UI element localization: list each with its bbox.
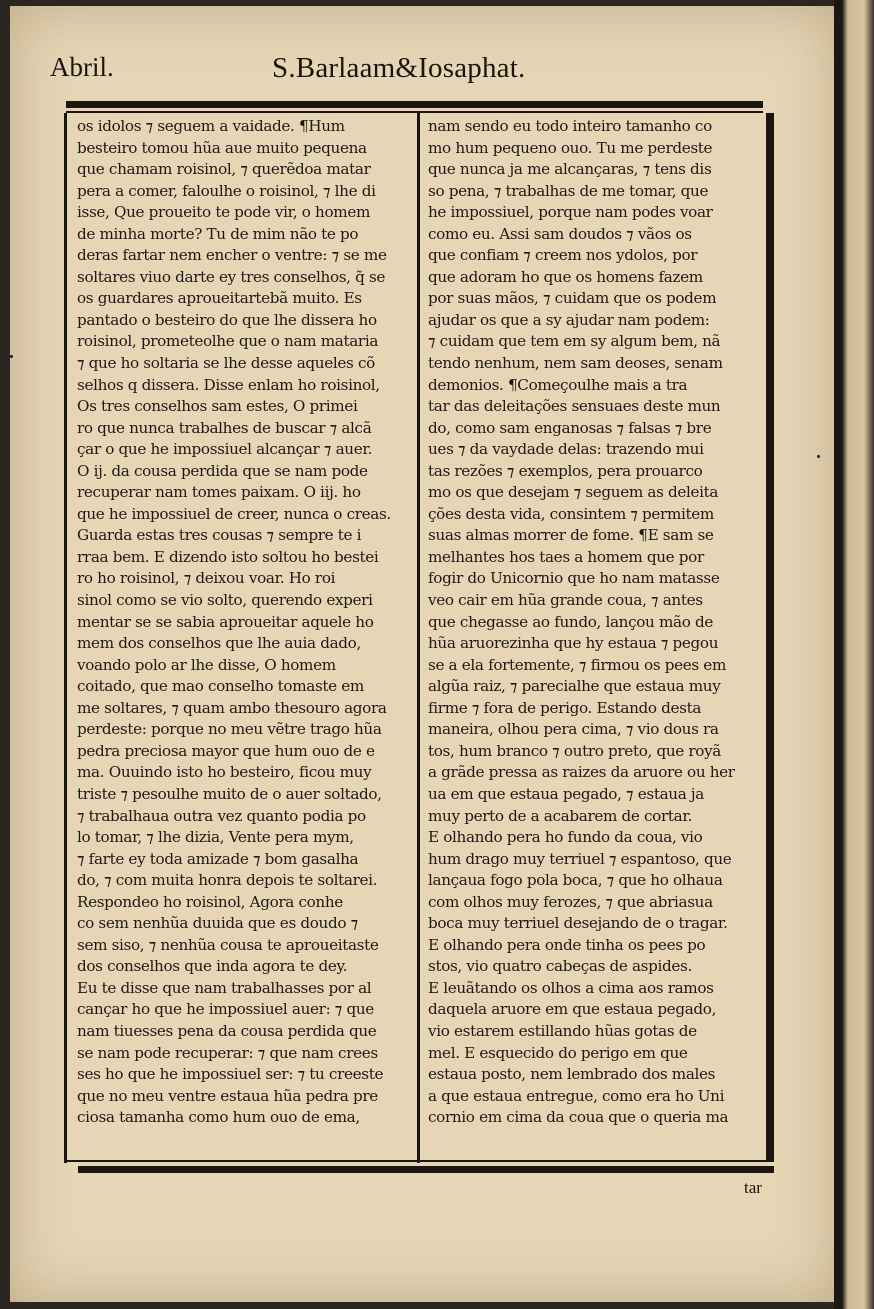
text-line: mentar se se sabia aproueitar aquele ho xyxy=(77,612,374,631)
text-line: tendo nenhum, nem sam deoses, senam xyxy=(428,354,723,373)
text-line: demonios. ¶Começoulhe mais a tra xyxy=(428,375,688,394)
text-line: stos, vio quatro cabeças de aspides. xyxy=(428,957,692,976)
text-line: a que estaua entregue, como era ho Uni xyxy=(428,1086,725,1105)
margin-ink-speck xyxy=(817,455,820,458)
text-line: veo cair em hũa grande coua, ⁊ antes xyxy=(428,591,703,610)
text-line: que chamam roisinol, ⁊ querẽdoa matar xyxy=(77,160,371,179)
margin-ink-speck xyxy=(10,355,13,358)
text-line: ções desta vida, consintem ⁊ permitem xyxy=(428,504,714,523)
top-rule-thick xyxy=(66,101,763,108)
text-column-right xyxy=(428,116,762,1129)
text-line: que nunca ja me alcançaras, ⁊ tens dis xyxy=(428,160,712,179)
text-line: de minha morte? Tu de mim não te po xyxy=(77,224,359,243)
text-line: ro ho roisinol, ⁊ deixou voar. Ho roi xyxy=(77,569,336,588)
text-line: ma. Ouuindo isto ho besteiro, ficou muy xyxy=(77,763,372,782)
text-line: ro que nunca trabalhes de buscar ⁊ alcã xyxy=(77,418,372,437)
text-line: dos conselhos que inda agora te dey. xyxy=(77,957,348,976)
text-line: E olhando pera onde tinha os pees po xyxy=(428,935,706,954)
text-line: que confiam ⁊ creem nos ydolos, por xyxy=(428,246,698,265)
text-line: a grãde pressa as raizes da aruore ou her xyxy=(428,763,735,782)
text-line: firme ⁊ fora de perigo. Estando desta xyxy=(428,698,702,717)
text-line: ajudar os que a sy ajudar nam podem: xyxy=(428,310,710,329)
text-line: ⁊ cuidam que tem em sy algum bem, nã xyxy=(428,332,721,351)
text-line: mem dos conselhos que lhe auia dado, xyxy=(77,634,361,653)
text-line: besteiro tomou hũa aue muito pequena xyxy=(77,138,367,157)
running-head-title: S.Barlaam&Iosaphat. xyxy=(272,52,526,84)
text-line: mel. E esquecido do perigo em que xyxy=(428,1043,688,1062)
text-line: ⁊ farte ey toda amizade ⁊ bom gasalha xyxy=(77,849,359,868)
text-line: tar das deleitações sensuaes deste mun xyxy=(428,397,721,416)
text-line: sinol como se vio solto, querendo experi xyxy=(77,591,373,610)
bottom-rule-thick xyxy=(78,1166,774,1173)
text-line: fogir do Unicornio que ho nam matasse xyxy=(428,569,720,588)
text-line: Respondeo ho roisinol, Agora conhe xyxy=(77,892,343,911)
text-line: Os tres conselhos sam estes, O primei xyxy=(77,397,358,416)
text-line: do, como sam enganosas ⁊ falsas ⁊ bre xyxy=(428,418,712,437)
text-line: algũa raiz, ⁊ parecialhe que estaua muy xyxy=(428,677,721,696)
running-head-month: Abril. xyxy=(50,52,114,82)
text-line: nam sendo eu todo inteiro tamanho co xyxy=(428,117,712,135)
column-divider-rule xyxy=(417,113,420,1163)
text-line: que no meu ventre estaua hũa pedra pre xyxy=(77,1086,378,1105)
text-line: deras fartar nem encher o ventre: ⁊ se me xyxy=(77,246,387,265)
text-line: suas almas morrer de fome. ¶E sam se xyxy=(428,526,714,545)
text-line: se nam pode recuperar: ⁊ que nam crees xyxy=(77,1043,378,1062)
text-line: maneira, olhou pera cima, ⁊ vio dous ra xyxy=(428,720,719,739)
text-line: hũa aruorezinha que hy estaua ⁊ pegou xyxy=(428,634,719,653)
text-line: boca muy terriuel desejando de o tragar. xyxy=(428,914,728,933)
text-line: mo hum pequeno ouo. Tu me perdeste xyxy=(428,138,713,157)
text-line: tas rezões ⁊ exemplos, pera prouarco xyxy=(428,461,703,480)
facing-page-edge xyxy=(834,0,874,1309)
text-line: como eu. Assi sam doudos ⁊ vãos os xyxy=(428,224,692,243)
text-line: cançar ho que he impossiuel auer: ⁊ que xyxy=(77,1000,374,1019)
text-line: isse, Que proueito te pode vir, o homem xyxy=(77,203,371,222)
text-line: que he impossiuel de creer, nunca o creas. xyxy=(77,504,391,523)
text-line: co sem nenhũa duuida que es doudo ⁊ xyxy=(77,914,358,933)
text-line: triste ⁊ pesoulhe muito de o auer soltado, xyxy=(77,784,382,803)
text-line: muy perto de a acabarem de cortar. xyxy=(428,806,693,825)
text-line: so pena, ⁊ trabalhas de me tomar, que xyxy=(428,181,709,200)
text-line: mo os que desejam ⁊ seguem as deleita xyxy=(428,483,719,502)
text-line: sem siso, ⁊ nenhũa cousa te aproueitaste xyxy=(77,935,379,954)
text-line: ses ho que he impossiuel ser: ⁊ tu creeste xyxy=(77,1065,384,1084)
text-line: Eu te disse que nam trabalhasses por al xyxy=(77,978,372,997)
text-line: ua em que estaua pegado, ⁊ estaua ja xyxy=(428,784,704,803)
text-line: perdeste: porque no meu vẽtre trago hũa xyxy=(77,720,382,739)
text-line: melhantes hos taes a homem que por xyxy=(428,547,704,566)
catchword: tar xyxy=(744,1178,762,1197)
text-line: estaua posto, nem lembrado dos males xyxy=(428,1065,716,1084)
right-frame-rule xyxy=(766,113,774,1161)
text-line: os guardares aproueitartebã muito. Es xyxy=(77,289,362,308)
text-line: hum drago muy terriuel ⁊ espantoso, que xyxy=(428,849,732,868)
text-line: pera a comer, faloulhe o roisinol, ⁊ lhe di xyxy=(77,181,376,200)
text-line: pantado o besteiro do que lhe dissera ho xyxy=(77,310,377,329)
text-column-left xyxy=(77,116,413,1129)
text-line: daquela aruore em que estaua pegado, xyxy=(428,1000,717,1019)
left-frame-rule xyxy=(64,113,67,1163)
text-line: tos, hum branco ⁊ outro preto, que royã xyxy=(428,741,721,760)
text-line: Guarda estas tres cousas ⁊ sempre te i xyxy=(77,526,362,545)
text-line: que chegasse ao fundo, lançou mão de xyxy=(428,612,713,631)
text-line: nam tiuesses pena da cousa perdida que xyxy=(77,1021,377,1040)
text-line: rraa bem. E dizendo isto soltou ho bestei xyxy=(77,547,379,566)
text-line: pedra preciosa mayor que hum ouo de e xyxy=(77,741,375,760)
text-line: lançaua fogo pola boca, ⁊ que ho olhaua xyxy=(428,871,723,890)
text-line: ciosa tamanha como hum ouo de ema, xyxy=(77,1108,360,1127)
text-line: os idolos ⁊ seguem a vaidade. ¶Hum xyxy=(77,117,345,135)
text-line: selhos q dissera. Disse enlam ho roisinol, xyxy=(77,375,380,394)
top-rule-thin xyxy=(66,111,763,113)
text-line: ⁊ trabalhaua outra vez quanto podia po xyxy=(77,806,366,825)
text-line: ues ⁊ da vaydade delas: trazendo mui xyxy=(428,440,704,459)
text-line: me soltares, ⁊ quam ambo thesouro agora xyxy=(77,698,387,717)
text-line: he impossiuel, porque nam podes voar xyxy=(428,203,713,222)
bottom-rule-thin xyxy=(64,1160,774,1162)
text-line: lo tomar, ⁊ lhe dizia, Vente pera mym, xyxy=(77,828,354,847)
text-line: cornio em cima da coua que o queria ma xyxy=(428,1108,729,1127)
text-line: com olhos muy ferozes, ⁊ que abriasua xyxy=(428,892,713,911)
text-line: se a ela fortemente, ⁊ firmou os pees em xyxy=(428,655,726,674)
text-line: E olhando pera ho fundo da coua, vio xyxy=(428,828,703,847)
text-line: por suas mãos, ⁊ cuidam que os podem xyxy=(428,289,717,308)
text-line: recuperar nam tomes paixam. O iij. ho xyxy=(77,483,361,502)
text-line: çar o que he impossiuel alcançar ⁊ auer. xyxy=(77,440,373,459)
text-line: ⁊ que ho soltaria se lhe desse aqueles cõ xyxy=(77,354,375,373)
text-line: vio estarem estillando hũas gotas de xyxy=(428,1021,697,1040)
text-line: do, ⁊ com muita honra depois te soltarei. xyxy=(77,871,378,890)
text-line: coitado, que mao conselho tomaste em xyxy=(77,677,364,696)
text-line: soltares viuo darte ey tres conselhos, q̃ se xyxy=(77,267,386,286)
text-line: roisinol, prometeolhe que o nam mataria xyxy=(77,332,379,351)
text-line: que adoram ho que os homens fazem xyxy=(428,267,703,286)
text-line: voando polo ar lhe disse, O homem xyxy=(77,655,336,674)
text-line: O ij. da cousa perdida que se nam pode xyxy=(77,461,368,480)
text-line: E leuãtando os olhos a cima aos ramos xyxy=(428,978,714,997)
